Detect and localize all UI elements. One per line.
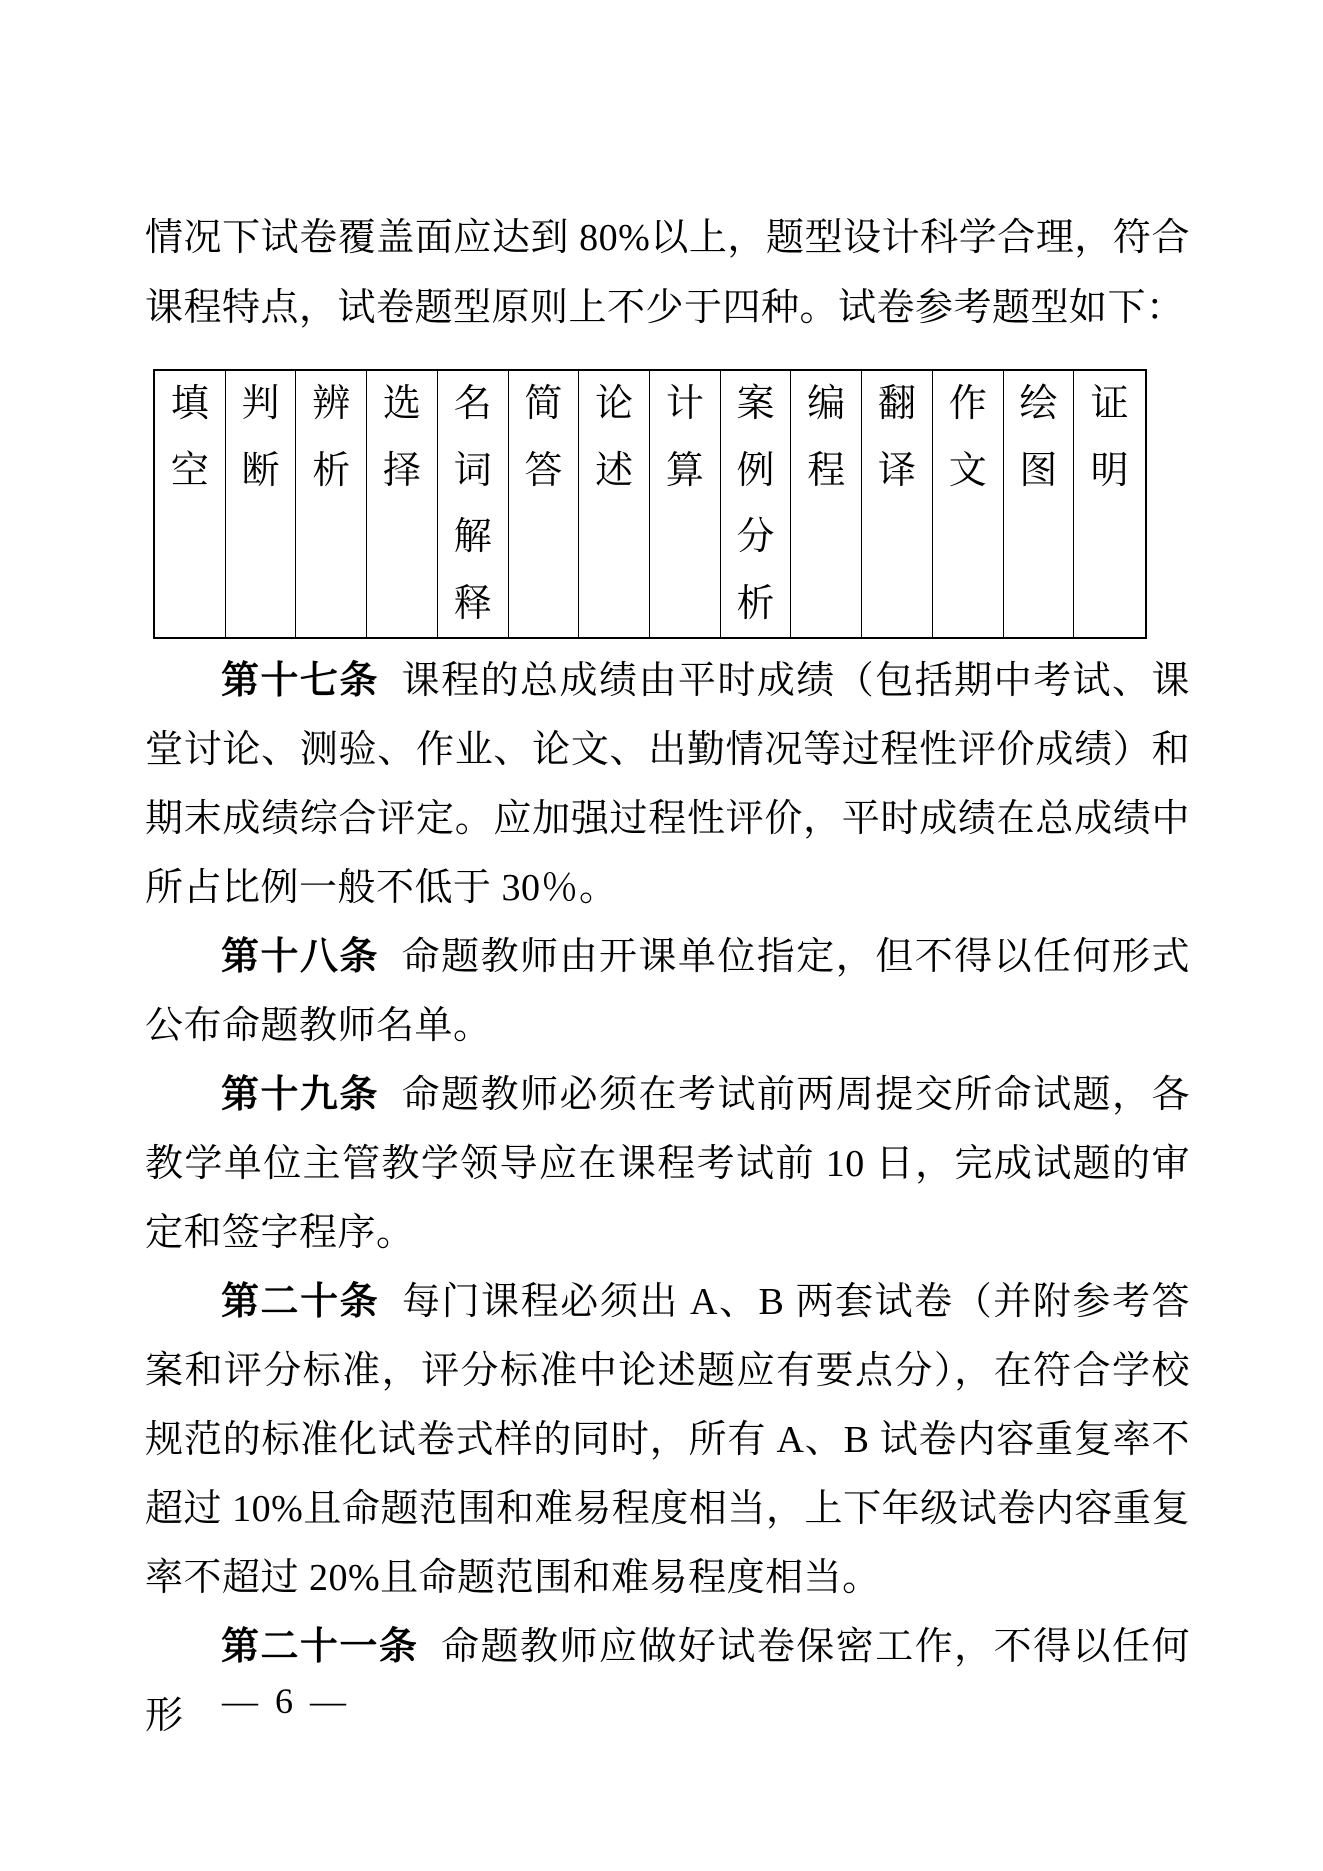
article-17-text: 课程的总成绩由平时成绩（包括期中考试、课堂讨论、测验、作业、论文、出勤情况等过程性评价成绩）和期末成绩综合评定。应加强过程性评价，平时成绩在总成绩中所占比例一般不低于 30％。 <box>145 660 1190 909</box>
article-19-text: 命题教师必须在考试前两周提交所命试题，各教学单位主管教学领导应在课程考试前 10 日，完成试题的审定和签字程序。 <box>145 1074 1190 1254</box>
question-type-cell: 翻 译 <box>862 371 933 637</box>
article-19-number: 第十九条 <box>221 1074 379 1116</box>
article-18-text: 命题教师由开课单位指定，但不得以任何形式公布命题教师名单。 <box>145 936 1190 1047</box>
article-21-number: 第二十一条 <box>221 1626 419 1668</box>
question-type-cell: 简 答 <box>509 371 580 637</box>
question-type-cell: 填 空 <box>155 371 226 637</box>
question-type-cell: 作 文 <box>933 371 1004 637</box>
article-paragraph-20 <box>145 1268 1190 1613</box>
question-type-cell: 辨 析 <box>296 371 367 637</box>
intro-paragraph: 情况下试卷覆盖面应达到 80%以上，题型设计科学合理，符合课程特点，试卷题型原则上不少于四种。试卷参考题型如下： <box>145 217 1190 329</box>
article-20-number: 第二十条 <box>221 1281 380 1323</box>
question-type-cell: 编 程 <box>791 371 862 637</box>
question-type-cell: 论 述 <box>579 371 650 637</box>
article-paragraph-17 <box>145 647 1190 923</box>
article-18-number: 第十八条 <box>221 936 379 978</box>
question-type-cell: 选 择 <box>367 371 438 637</box>
article-paragraph-18 <box>145 923 1190 1061</box>
article-20-text: 每门课程必须出 A、B 两套试卷（并附参考答案和评分标准，评分标准中论述题应有要点分），在符合学校规范的标准化试卷式样的同时，所有 A、B 试卷内容重复率不超过 10%且命题范围和难易程度相当，上下年级试卷内容重复率不超过 20%且命题范围和难易程度相当。 <box>145 1281 1190 1599</box>
page-number: — 6 — <box>222 1681 350 1721</box>
question-type-cell: 名 词 解 释 <box>438 371 509 637</box>
question-type-cell: 案 例 分 析 <box>721 371 792 637</box>
question-type-cell: 判 断 <box>226 371 297 637</box>
article-paragraph-19 <box>145 1061 1190 1268</box>
question-type-cell: 绘 图 <box>1004 371 1075 637</box>
question-type-cell: 证 明 <box>1090 383 1129 492</box>
question-types-table <box>153 369 1147 639</box>
article-21-text: 命题教师应做好试卷保密工作，不得以任何形 <box>145 1626 1190 1737</box>
question-type-cell: 计 算 <box>650 371 721 637</box>
article-17-number: 第十七条 <box>221 660 379 702</box>
